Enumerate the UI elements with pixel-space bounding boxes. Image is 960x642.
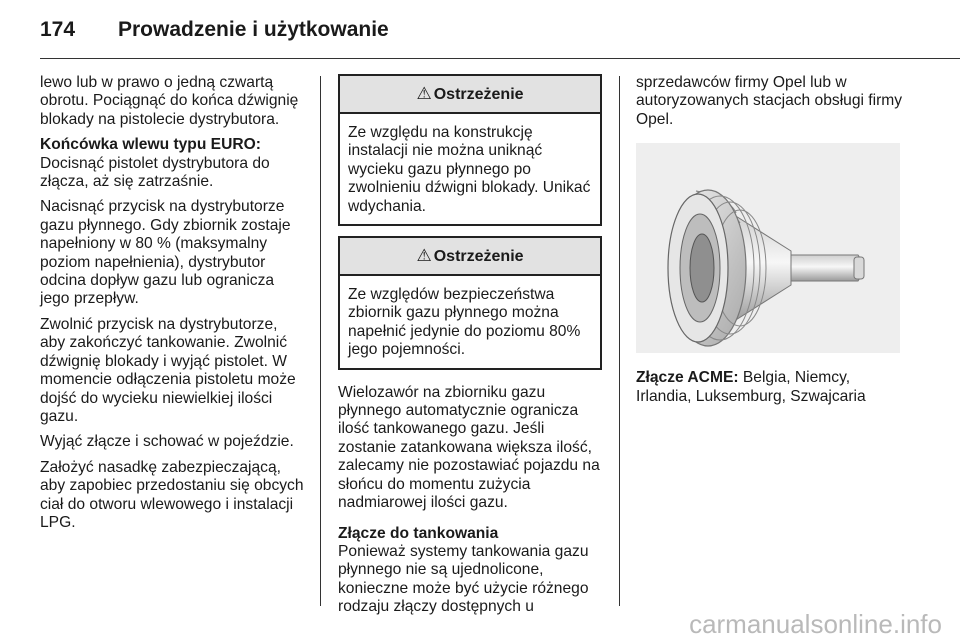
- acme-connector-illustration: [636, 143, 900, 353]
- connector-text: Ponieważ systemy tankowania gazu płynnego nie są ujednolicone, konieczne może być użycie różnego rodzaju złączy dostępnych u: [338, 542, 589, 616]
- warning-title: ⚠ Ostrzeżenie: [340, 238, 600, 276]
- column-2: [338, 74, 602, 624]
- acme-text: Belgia, Niemcy, Irlandia, Luksemburg, Szwajcaria: [636, 369, 866, 405]
- watermark: carmanualsonline.info: [689, 609, 942, 639]
- paragraph: Nacisnąć przycisk na dystrybutorze gazu płynnego. Gdy zbiornik zostaje napełniony w 80 % (maksymalny poziom napełnienia), dystrybutor odcina dopływ gazu lub ogranicza jego przepływ.: [40, 198, 291, 308]
- warning-box: [338, 74, 602, 226]
- paragraph: lewo lub w prawo o jedną czwartą obrotu. Pociągnąć do końca dźwignię blokady na pistolecie dystrybutora.: [40, 74, 299, 128]
- warning-text: Ze względów bezpieczeństwa zbiornik gazu płynnego można napełnić jedynie do poziomu 80% jego pojemności.: [348, 286, 581, 359]
- acme-connector-drawing: [636, 143, 900, 353]
- warning-icon: ⚠: [416, 84, 432, 103]
- paragraph: sprzedawców firmy Opel lub w autoryzowanych stacjach obsługi firmy Opel.: [636, 74, 903, 128]
- warning-text: Ze względu na konstrukcję instalacji nie można uniknąć wycieku gazu płynnego po zwolnieniu dźwigni blokady. Unikać wdychania.: [348, 124, 591, 215]
- paragraph: Założyć nasadkę zabezpieczającą, aby zapobiec przedostaniu się obcych ciał do otworu wlewowego i instalacji LPG.: [40, 458, 304, 531]
- warning-title: ⚠ Ostrzeżenie: [340, 76, 600, 114]
- acme-label: Złącze ACME:: [636, 369, 739, 387]
- warning-icon: ⚠: [416, 246, 432, 266]
- paragraph: Wielozawór na zbiorniku gazu płynnego automatycznie ogranicza ilość tankowanego gazu. Jeśli zostanie zatankowana większa ilość, zalecamy nie pozostawiać pojazdu na słońcu do momentu zużycia nadmiarowej ilości gazu.: [338, 383, 600, 512]
- column-divider: [619, 76, 620, 606]
- column-3: [636, 74, 904, 413]
- header-rule: [40, 58, 960, 59]
- paragraph-acme: [636, 369, 904, 406]
- paragraph: Zwolnić przycisk na dystrybutorze, aby zakończyć tankowanie. Zwolnić dźwignię blokady i wyjąć pistolet. W momencie odłączenia pistoletu może dojść do wycieku niewielkiej ilości gazu.: [40, 315, 296, 425]
- section-title: Prowadzenie i użytkowanie: [118, 18, 389, 41]
- euro-label: Końcówka wlewu typu EURO:: [40, 136, 261, 154]
- euro-text: Docisnąć pistolet dystrybutora do złącza, aż się zatrzaśnie.: [40, 154, 270, 191]
- paragraph-connector: [338, 525, 602, 617]
- column-divider: [320, 76, 321, 606]
- page-number: 174: [40, 18, 76, 41]
- column-1: [40, 74, 306, 539]
- paragraph-euro: [40, 136, 306, 191]
- page-header: [40, 18, 389, 42]
- warning-box: [338, 236, 602, 370]
- connector-heading: Złącze do tankowania: [338, 524, 499, 542]
- paragraph: Wyjąć złącze i schować w pojeździe.: [40, 433, 294, 451]
